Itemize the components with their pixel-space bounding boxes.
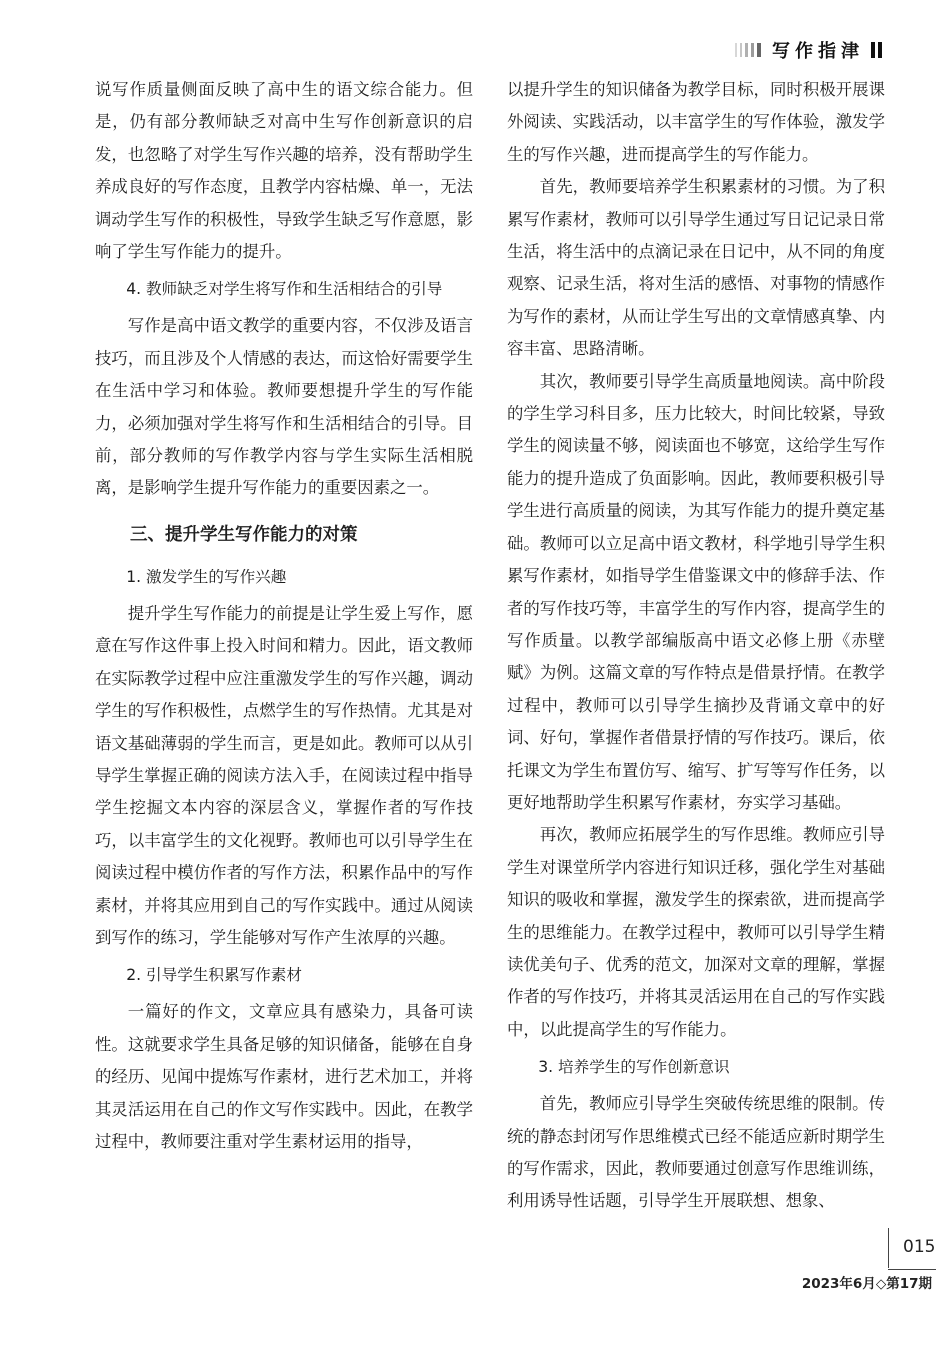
- header-gradient-bars: [735, 43, 764, 57]
- left-column: [95, 74, 473, 1158]
- paragraph-3-2: 一篇好的作文，文章应具有感染力，具备可读性。这就要求学生具备足够的知识储备，能够在自身的经历、见闻中提炼写作素材，进行艺术加工，并将其灵活运用在自己的作文写作实践中。因此，在教学过程中，教师要注重对学生素材运用的指导，: [95, 1002, 473, 1151]
- section-heading-3: 三、提升学生写作能力的对策: [130, 524, 358, 545]
- paragraph-intro: 说写作质量侧面反映了高中生的语文综合能力。但是，仍有部分教师缺乏对高中生写作创新意识的启发，也忽略了对学生写作兴趣的培养，没有帮助学生养成良好的写作态度，且教学内容枯燥、单一，无法调动学生写作的积极性，导致学生缺乏写作意愿，影响了学生写作能力的提升。: [95, 80, 473, 262]
- right-column: [507, 74, 885, 1218]
- paragraph-4: 写作是高中语文教学的重要内容，不仅涉及语言技巧，而且涉及个人情感的表达，而这恰好需要学生在生活中学习和体验。教师要想提升学生的写作能力，必须加强对学生将写作和生活相结合的引导。目前，部分教师的写作教学内容与学生实际生活相脱离，是影响学生提升写作能力的重要因素之一。: [95, 316, 473, 498]
- paragraph-first: 首先，教师要培养学生积累素材的习惯。为了积累写作素材，教师可以引导学生通过写日记记录日常生活，将生活中的点滴记录在日记中，从不同的角度观察、记录生活，将对生活的感悟、对事物的情感作为写作的素材，从而让学生写出的文章情感真挚、内容丰富、思路清晰。: [507, 177, 885, 359]
- running-header: [735, 38, 882, 62]
- subheading-3-3: 3. 培养学生的写作创新意识: [538, 1058, 730, 1077]
- page-number: 015: [903, 1237, 936, 1257]
- paragraph-second: 其次，教师要引导学生高质量地阅读。高中阶段的学生学习科目多，压力比较大，时间比较紧，导致学生的阅读量不够，阅读面也不够宽，这给学生写作能力的提升造成了负面影响。因此，教师要积极引导学生进行高质量的阅读，为其写作能力的提升奠定基础。教师可以立足高中语文教材，科学地引导学生积累写作素材，如指导学生借鉴课文中的修辞手法、作者的写作技巧等，丰富学生的写作内容，提高学生的写作质量。以教学部编版高中语文必修上册《赤壁赋》为例。这篇文章的写作特点是借景抒情。在教学过程中，教师可以引导学生摘抄及背诵文章中的好词、好句，掌握作者借景抒情的写作技巧。课后，依托课文为学生布置仿写、缩写、扩写等写作任务，以更好地帮助学生积累写作素材，夯实学习基础。: [507, 371, 885, 812]
- footer-rule: [888, 1269, 936, 1270]
- paragraph-continued: 以提升学生的知识储备为教学目标，同时积极开展课外阅读、实践活动，以丰富学生的写作体验，激发学生的写作兴趣，进而提高学生的写作能力。: [507, 80, 885, 164]
- subheading-3-2: 2. 引导学生积累写作素材: [126, 966, 302, 985]
- issue-info: 2023年6月◇第17期: [801, 1276, 932, 1292]
- page-number-badge: [888, 1228, 950, 1268]
- subheading-3-1: 1. 激发学生的写作兴趣: [126, 567, 287, 586]
- header-end-bars: [868, 42, 882, 58]
- paragraph-3-1: 提升学生写作能力的前提是让学生爱上写作，愿意在写作这件事上投入时间和精力。因此，语文教师在实际教学过程中应注重激发学生的写作兴趣，调动学生的写作积极性，点燃学生的写作热情。尤其是对语文基础薄弱的学生而言，更是如此。教师可以从引导学生掌握正确的阅读方法入手，在阅读过程中指导学生挖掘文本内容的深层含义，掌握作者的写作技巧，以丰富学生的文化视野。教师也可以引导学生在阅读过程中模仿作者的写作方法，积累作品中的写作素材，并将其应用到自己的写作实践中。通过从阅读到写作的练习，学生能够对写作产生浓厚的兴趣。: [95, 603, 473, 947]
- paragraph-third: 再次，教师应拓展学生的写作思维。教师应引导学生对课堂所学内容进行知识迁移，强化学生对基础知识的吸收和掌握，激发学生的探索欲，进而提高学生的思维能力。在教学过程中，教师可以引导学生精读优美句子、优秀的范文，加深对文章的理解，掌握作者的写作技巧，并将其灵活运用在自己的写作实践中，以此提高学生的写作能力。: [507, 825, 885, 1039]
- paragraph-3-3: 首先，教师应引导学生突破传统思维的限制。传统的静态封闭写作思维模式已经不能适应新时期学生的写作需求，因此，教师要通过创意写作思维训练，利用诱导性话题，引导学生开展联想、想象、: [507, 1094, 885, 1211]
- section-title: 写作指津: [772, 41, 864, 62]
- subheading-4: 4. 教师缺乏对学生将写作和生活相结合的引导: [126, 280, 443, 299]
